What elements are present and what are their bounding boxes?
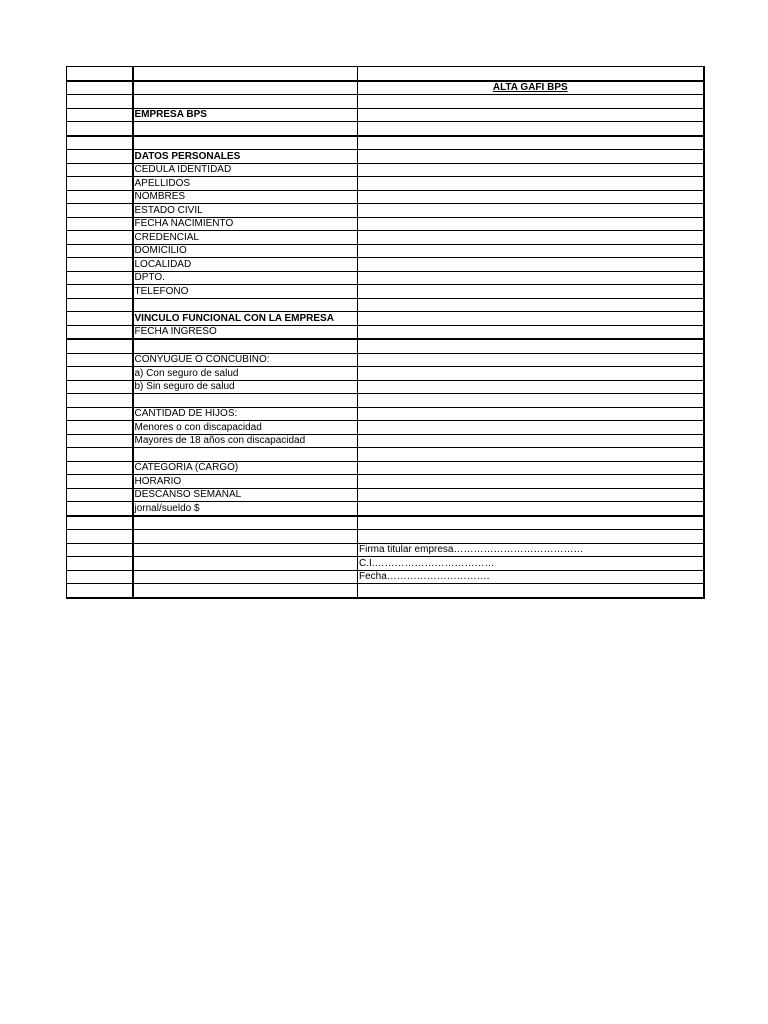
firma-line: Firma titular empresa…………………………………: [358, 543, 704, 557]
nombres-value[interactable]: [358, 190, 704, 204]
nombres-label: NOMBRES: [133, 190, 358, 204]
table-row: [67, 150, 704, 164]
categoria-value[interactable]: [358, 461, 704, 475]
cell[interactable]: [133, 557, 358, 571]
credencial-label: CREDENCIAL: [133, 231, 358, 245]
cell[interactable]: [133, 584, 358, 598]
table-row: [67, 448, 704, 462]
cell[interactable]: [358, 584, 704, 598]
cell[interactable]: [67, 448, 133, 462]
table-row: [67, 204, 704, 218]
table-row: [67, 394, 704, 408]
cell[interactable]: [67, 407, 133, 421]
cell[interactable]: [67, 67, 133, 81]
cell[interactable]: [358, 150, 704, 164]
cell[interactable]: [67, 136, 133, 150]
estado-civil-value[interactable]: [358, 204, 704, 218]
dpto-label: DPTO.: [133, 271, 358, 285]
cell[interactable]: [358, 298, 704, 312]
cell[interactable]: [67, 122, 133, 136]
cell[interactable]: [358, 95, 704, 109]
domicilio-value[interactable]: [358, 244, 704, 258]
table-row: [67, 353, 704, 367]
table-row: [67, 488, 704, 502]
cell[interactable]: [133, 543, 358, 557]
cell[interactable]: [133, 530, 358, 544]
table-row: [67, 81, 704, 95]
cell[interactable]: [133, 516, 358, 530]
cell[interactable]: [67, 258, 133, 272]
table-row: [67, 502, 704, 516]
cell[interactable]: [67, 530, 133, 544]
table-row: [67, 367, 704, 381]
cell[interactable]: [358, 67, 704, 81]
table-row: [67, 231, 704, 245]
cell[interactable]: [133, 67, 358, 81]
mayores-value[interactable]: [358, 434, 704, 448]
cell[interactable]: [67, 271, 133, 285]
cell[interactable]: [67, 380, 133, 394]
cell[interactable]: [67, 190, 133, 204]
cell[interactable]: [67, 217, 133, 231]
cell[interactable]: [67, 81, 133, 95]
table-row: [67, 271, 704, 285]
cell[interactable]: [358, 516, 704, 530]
localidad-value[interactable]: [358, 258, 704, 272]
cell[interactable]: [67, 177, 133, 191]
cell[interactable]: [358, 136, 704, 150]
cell[interactable]: [358, 394, 704, 408]
cell[interactable]: [67, 150, 133, 164]
cell[interactable]: [133, 81, 358, 95]
table-row: [67, 190, 704, 204]
cell[interactable]: [133, 122, 358, 136]
table-row: [67, 421, 704, 435]
table-row: [67, 258, 704, 272]
cell[interactable]: [67, 204, 133, 218]
cantidad-hijos-heading: CANTIDAD DE HIJOS:: [133, 407, 358, 421]
table-row: [67, 163, 704, 177]
cell[interactable]: [67, 285, 133, 299]
table-row: [67, 516, 704, 530]
cell[interactable]: [67, 434, 133, 448]
table-row: [67, 217, 704, 231]
cell[interactable]: [67, 108, 133, 122]
dpto-value[interactable]: [358, 271, 704, 285]
table-row: [67, 584, 704, 598]
descanso-label: DESCANSO SEMANAL: [133, 488, 358, 502]
table-row: [67, 312, 704, 326]
table-row: [67, 285, 704, 299]
cell[interactable]: [67, 502, 133, 516]
horario-value[interactable]: [358, 475, 704, 489]
cell[interactable]: [133, 298, 358, 312]
form-title: ALTA GAFI BPS: [358, 81, 704, 95]
vinculo-heading: VINCULO FUNCIONAL CON LA EMPRESA: [133, 312, 358, 326]
cell[interactable]: [67, 353, 133, 367]
cell[interactable]: [358, 353, 704, 367]
fecha-ingreso-label: FECHA INGRESO: [133, 325, 358, 339]
cell[interactable]: [67, 163, 133, 177]
sin-seguro-value[interactable]: [358, 380, 704, 394]
table-row: [67, 298, 704, 312]
cedula-label: CEDULA IDENTIDAD: [133, 163, 358, 177]
table-row: [67, 543, 704, 557]
form-sheet: [66, 66, 705, 599]
cell[interactable]: [67, 570, 133, 584]
horario-label: HORARIO: [133, 475, 358, 489]
table-row: [67, 67, 704, 81]
cell[interactable]: [67, 557, 133, 571]
empresa-value[interactable]: [358, 108, 704, 122]
cell[interactable]: [67, 95, 133, 109]
cell[interactable]: [133, 339, 358, 353]
sin-seguro-label: b) Sin seguro de salud: [133, 380, 358, 394]
cell[interactable]: [67, 488, 133, 502]
cell[interactable]: [358, 339, 704, 353]
ci-line: C.I.………………………………: [358, 557, 704, 571]
table-row: [67, 407, 704, 421]
cell[interactable]: [67, 312, 133, 326]
apellidos-label: APELLIDOS: [133, 177, 358, 191]
cell[interactable]: [133, 448, 358, 462]
localidad-label: LOCALIDAD: [133, 258, 358, 272]
domicilio-label: DOMICILIO: [133, 244, 358, 258]
jornal-label: jornal/sueldo $: [133, 502, 358, 516]
cell[interactable]: [133, 570, 358, 584]
cell[interactable]: [67, 298, 133, 312]
table-row: [67, 244, 704, 258]
cell[interactable]: [133, 95, 358, 109]
cell[interactable]: [358, 530, 704, 544]
conyugue-heading: CONYUGUE O CONCUBINO:: [133, 353, 358, 367]
credencial-value[interactable]: [358, 231, 704, 245]
mayores-label: Mayores de 18 años con discapacidad: [133, 434, 358, 448]
table-row: [67, 177, 704, 191]
cell[interactable]: [358, 407, 704, 421]
con-seguro-value[interactable]: [358, 367, 704, 381]
descanso-value[interactable]: [358, 488, 704, 502]
table-row: [67, 475, 704, 489]
table-row: [67, 108, 704, 122]
datos-personales-heading: DATOS PERSONALES: [133, 150, 358, 164]
cell[interactable]: [133, 136, 358, 150]
fecha-ingreso-value[interactable]: [358, 325, 704, 339]
apellidos-value[interactable]: [358, 177, 704, 191]
menores-value[interactable]: [358, 421, 704, 435]
table-row: [67, 434, 704, 448]
cell[interactable]: [67, 339, 133, 353]
telefono-label: TELEFONO: [133, 285, 358, 299]
fecha-nacimiento-value[interactable]: [358, 217, 704, 231]
empresa-label: EMPRESA BPS: [133, 108, 358, 122]
table-row: [67, 380, 704, 394]
table-row: [67, 557, 704, 571]
table-row: [67, 325, 704, 339]
table-row: [67, 136, 704, 150]
table-row: [67, 530, 704, 544]
cell[interactable]: [67, 394, 133, 408]
cell[interactable]: [358, 448, 704, 462]
table-row: [67, 339, 704, 353]
cell[interactable]: [67, 461, 133, 475]
cell[interactable]: [67, 231, 133, 245]
jornal-value[interactable]: [358, 502, 704, 516]
categoria-label: CATEGORIA (CARGO): [133, 461, 358, 475]
table-row: [67, 122, 704, 136]
cell[interactable]: [358, 122, 704, 136]
table-row: [67, 95, 704, 109]
cell[interactable]: [133, 394, 358, 408]
cell[interactable]: [67, 244, 133, 258]
telefono-value[interactable]: [358, 285, 704, 299]
cell[interactable]: [67, 584, 133, 598]
table-row: [67, 570, 704, 584]
cedula-value[interactable]: [358, 163, 704, 177]
cell[interactable]: [358, 312, 704, 326]
cell[interactable]: [67, 516, 133, 530]
cell[interactable]: [67, 325, 133, 339]
cell[interactable]: [67, 475, 133, 489]
cell[interactable]: [67, 421, 133, 435]
cell[interactable]: [67, 367, 133, 381]
fecha-nacimiento-label: FECHA NACIMIENTO: [133, 217, 358, 231]
menores-label: Menores o con discapacidad: [133, 421, 358, 435]
table-row: [67, 461, 704, 475]
cell[interactable]: [67, 543, 133, 557]
estado-civil-label: ESTADO CIVIL: [133, 204, 358, 218]
fecha-line: Fecha………………………….: [358, 570, 704, 584]
con-seguro-label: a) Con seguro de salud: [133, 367, 358, 381]
